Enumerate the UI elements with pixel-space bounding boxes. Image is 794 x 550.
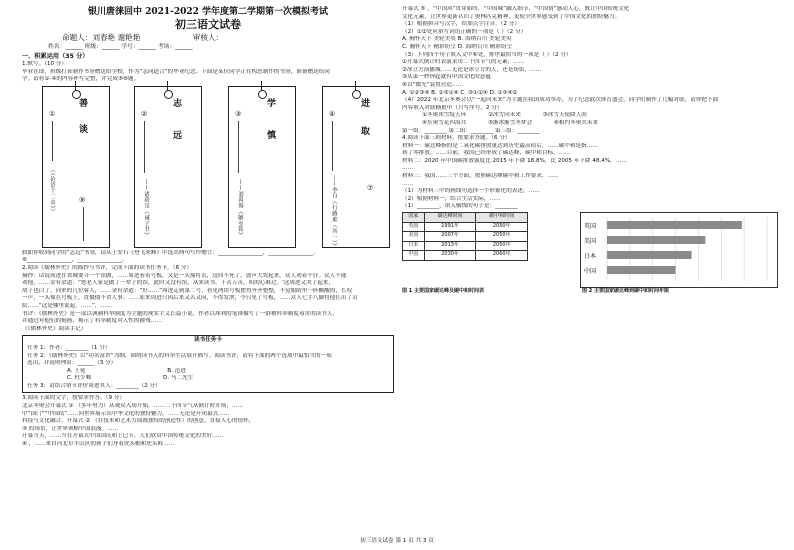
material-line: 材料二：2020 年中国碳排放强度比 2015 年下降 18.8%，比 2005 年下降 48.4%，…… xyxy=(402,157,627,164)
q3-3-line: ①开幕式倒计时表演采用二十四节气的元素，…… xyxy=(402,59,525,66)
section-heading: 一、积累运用（35 分） xyxy=(22,53,89,60)
option: B. 范进 xyxy=(167,367,186,374)
table-cell: 中国 xyxy=(403,251,425,261)
bookmark-char: 善 xyxy=(79,98,89,109)
q4-task: （1）为材料三中的画线句选择一个形象化的表述，…… xyxy=(402,188,540,195)
couplet-item: ①冬奥冰雪绽五环 xyxy=(422,112,467,119)
excerpt-line: 院……“这是哪里说起，……”，…… xyxy=(22,302,112,309)
bookmark-char: 谈 xyxy=(79,124,89,135)
table-row xyxy=(403,251,528,261)
page-footer: 初三语文试卷 第 1 页 共 3 页 xyxy=(360,538,434,544)
q3-4-line: （4）2022 年北京冬奥会以“一起向未来”为主题在我国成功举办，为了纪念此次体育盛会，同学们制作了几幅对联，请你把下面 xyxy=(402,97,719,104)
blank-number: ④ xyxy=(329,109,336,118)
review-line: （《儒林外史》阅读手记） xyxy=(22,325,87,332)
bookmark-char: 进 xyxy=(361,98,371,109)
option-line: C. 胸怀天下 精彩纷呈 D. 海纳百川 精彩纷呈 xyxy=(402,43,513,50)
q3-line: 开幕当天，……当在开幕式中国国庆和上巳节，人们欣赏中国传统文化的美好…… xyxy=(22,433,224,440)
table-header: 碳中和时间 xyxy=(476,213,528,223)
q3-cont-line: 文化元素，让世界更新认识了奥林匹克精神，更使全世界感受到了中国文化的独特魅力。 xyxy=(402,13,621,20)
blank-number: ③ xyxy=(235,109,242,118)
table-cell: 2007年 xyxy=(424,232,476,242)
bookmark-dash: —— xyxy=(331,174,337,187)
couplet-item: ⑤渐冰渐雪冬梦会 xyxy=(487,119,533,126)
task-2: 选出，并说明理由：______（3 分） xyxy=(27,360,117,367)
category-label: 美国 xyxy=(584,238,597,246)
q3-3-line: A. ①②③④ B. ②③①④ C. ③①②④ D. ①③④② xyxy=(402,89,518,96)
bookmark-char: 慎 xyxy=(267,130,277,141)
bookmark-char: 远 xyxy=(173,130,183,141)
bookmark-char: 学 xyxy=(267,98,277,109)
answer-line xyxy=(144,121,145,173)
answer-line xyxy=(52,121,53,161)
material-line: 材料三：我国……三个方面，按照碳达峰碳中和工作要求，…… xyxy=(402,173,559,180)
material-line: 材料一：碳达峰指的是二氧化碳排放量达到历史最高值后，……碳中和是指…… xyxy=(402,142,598,149)
bookmark-hole xyxy=(72,90,81,99)
couplet-item: ④东奥雪花四海共 xyxy=(422,119,467,126)
table-row xyxy=(403,232,528,242)
paper-title: 初三语文试卷 xyxy=(175,18,241,31)
table-cell: 2050年 xyxy=(476,222,528,232)
bar xyxy=(607,221,742,229)
bookmark-source: 刘禹锡《陋室铭》 xyxy=(237,190,243,238)
couplet-row xyxy=(402,120,780,128)
couplet-item: ②冰雪向未来 xyxy=(487,112,521,119)
excerpt-line: 胡子也白了，同来的几位客人，……金有余道：“好……”周进走到第二号，看见两块号板摆得齐齐整整，不觉眼睛里一阵酸酸的，长叹 xyxy=(22,287,353,294)
option-line: A. 胸怀天下 美轮美奂 B. 海纳百川 美轮美奂 xyxy=(402,36,512,43)
carbon-timeline-table xyxy=(402,212,528,261)
authors: 命题人：刘春艳 谢艳艳 xyxy=(62,33,141,42)
task-1: 任务 1：作者：________（1 分） xyxy=(27,344,111,351)
bookmark-source: （《论语十二章》） xyxy=(49,166,55,215)
q4-task-answer: （1）________，填入横线的句子是：________ xyxy=(402,203,518,210)
material-line: …… xyxy=(402,165,414,172)
q1-after-line: ⑥________________，________________。 xyxy=(22,257,128,264)
task-3: 任务 3：请结合情节评价周进其人：________（2 分） xyxy=(27,382,161,389)
answer-line xyxy=(332,121,333,171)
bookmark-hole xyxy=(164,90,173,99)
material-line: …… xyxy=(402,180,414,187)
left-column xyxy=(22,6,394,449)
table-cell: 2050年 xyxy=(476,241,528,251)
table-cell: 1991年 xyxy=(424,222,476,232)
task-2: 任务 2：《儒林外史》以“功名富贵”为纲，围绕读书人的科举生活展开描写。阅读书评，请将下面的两个选项中最恰当的一项 xyxy=(27,352,332,359)
q1-line: 学。请将①-④的内容补写完整，并完成⑤⑥题。 xyxy=(22,76,140,83)
byline xyxy=(22,32,394,43)
bookmark-char: 取 xyxy=(361,126,371,137)
q3-cont-line: 开幕式 ⑤ ，“中国风”贯穿始终，“中国味”融入细节，“中国情”感动人心，既让中国传统文化 xyxy=(402,6,630,12)
q3-sub: （1）根据拼音写汉字，给加点字注音。（2 分） xyxy=(402,21,520,28)
couplet-item: ⑥相约冬奥共未来 xyxy=(553,119,599,126)
couplet-item: ③冰雪天使降人间 xyxy=(542,112,587,119)
school-title: 银川唐徕回中 2021-2022 学年度第二学期第一次模拟考试 xyxy=(87,7,329,17)
q3-3-line: （3）下列四个句子填入文中⑥处，排序最恰当的一项是（ ）（2 分） xyxy=(402,51,572,58)
category-label: 日本 xyxy=(584,253,597,261)
figure-1-caption: 图 1 主要国家碳达峰及碳中和时间表 xyxy=(402,288,484,295)
q3-4-line: 内容填入对联横批中（只写序号，2 分） xyxy=(402,104,503,111)
q1-line: 毕业在即，班级打算制作书签赠送给学校，作为“志同道合”的毕业纪念。下面是某位同学正在构思制作的书签，准备赠送给同 xyxy=(22,68,330,75)
table-cell: 英国 xyxy=(403,222,425,232)
q3-3-line: ②冰立方演播城……无论是冰立方的人，还是场馆，…… xyxy=(402,66,542,73)
q3-line: 北京冬奥会开幕式 ① （多年努力）从观众入场开始，……二十四节气从倒计时开场，…… xyxy=(22,403,244,410)
bookmarks-area xyxy=(22,86,394,248)
review-line: 书评：《儒林外史》是一部以讽刺科举制度为主题的现实主义长篇小说。作者以犀利的笔锋描写了一群被科举制度毒害的读书人， xyxy=(22,310,339,317)
option: A. 王冕 xyxy=(67,367,86,374)
options-row xyxy=(27,368,389,376)
options-row xyxy=(27,375,389,383)
reviewer: 审核人： xyxy=(192,33,224,42)
table-cell: 2050年 xyxy=(476,232,528,242)
q1-after-line: 假如你收到同学的“志远”书签，请从王安石《登飞来峰》中选出两句写作赠言：________________，________________。 xyxy=(22,249,319,256)
table-header: 碳达峰时间 xyxy=(424,213,476,223)
figure-2-caption: 图 2 主要国家碳达峰到碳中和时间年限 xyxy=(582,288,669,295)
table-header: 国家 xyxy=(403,213,425,223)
student-info: 姓名：______ 班级：______ 学号：______ 考场：______ xyxy=(48,44,193,50)
bookmark xyxy=(42,86,110,248)
q3-3-line: ③从第一秒钟起就有中国文化的意蕴 xyxy=(402,74,491,81)
table-cell: 2013年 xyxy=(424,241,476,251)
blank-number: ② xyxy=(141,109,148,118)
bar xyxy=(607,236,705,244)
table-cell: 日本 xyxy=(403,241,425,251)
blank-number: ⑦ xyxy=(367,183,374,192)
category-label: 中国 xyxy=(584,268,597,276)
q2-intro: 2.阅读《儒林外史》的描抄与书评，完成下面的读书任务卡。（6 分） xyxy=(22,264,193,271)
bookmark-hole xyxy=(352,90,361,99)
q3-line: ④ ，……来自河北阜平山区的孩子们身着虎头帽和虎头鞋…… xyxy=(22,441,175,448)
review-line: 并通过对他们的刻画，揭示了科举制度对人性的摧残…… xyxy=(22,318,162,325)
couplet-row xyxy=(402,112,780,120)
bookmark-source: 李白《行路难（其一）》 xyxy=(331,186,337,249)
bookmark-dash: —— xyxy=(143,178,149,191)
table-cell: 美国 xyxy=(403,232,425,242)
q4-task: （2）根据材料一，结合生活实际，…… xyxy=(402,195,501,202)
carbon-gap-bar-chart xyxy=(580,212,778,288)
material-line: 到了零排放。……目前，我国已经形成了碳达峰、碳中和目标，…… xyxy=(402,150,570,157)
q3-line: 科技与文化融合，开幕式 ② （在技术和艺术方面都独特的创造性）的创意，直接人心的情怀， xyxy=(22,418,255,425)
q3-line: ③ 的场景，让世界领略中国浪漫。…… xyxy=(22,425,119,432)
q3-intro: 3.阅读下面的文字，按要求作答。（9 分） xyxy=(22,395,125,402)
option: D. 马二先生 xyxy=(163,375,194,382)
bookmark-source: 诸葛亮《诫子书》 xyxy=(143,190,149,238)
bar xyxy=(607,266,676,274)
q1-line: 1.默写。（10 分） xyxy=(22,61,67,67)
bookmark xyxy=(228,86,296,248)
q3-sub: （2）①②处应填写词语正确的一项是（ ）（2 分） xyxy=(402,28,527,35)
bookmark xyxy=(322,86,390,248)
category-label: 英国 xyxy=(584,223,597,231)
bookmark xyxy=(134,86,202,248)
right-column xyxy=(402,6,780,300)
couplet-answer: 第一组：________ 第二组：________ 第三组：________ xyxy=(402,127,540,134)
bookmark-hole xyxy=(258,90,267,99)
table-row xyxy=(403,222,528,232)
bar xyxy=(607,251,692,259)
q4-intro: 4.阅读下面三则材料，按要求答题。（6 分） xyxy=(402,135,511,142)
answer-line xyxy=(83,207,84,241)
q3-3-line: ④以“微光”装置营造…… xyxy=(402,81,464,88)
table-cell: 2030年 xyxy=(424,251,476,261)
excerpt-line: 劝他，……金有余道：“您老人家是做了一辈子的馆，此时又没有馆，从来读书，千苦万苦，积的心难过。'这周进又哭了起来， xyxy=(22,280,335,287)
figures xyxy=(402,212,780,300)
table-row xyxy=(403,241,528,251)
table-header-row xyxy=(403,213,528,223)
answer-line xyxy=(238,121,239,173)
bookmark-char: 志 xyxy=(173,98,183,109)
blank-number: ⑨ xyxy=(79,195,86,204)
option: C. 杜少卿 xyxy=(67,375,92,382)
q3-line: 中“国门”“中国结”……向世界展示出中华文化的独特魅力。……无论是开闭幕式…… xyxy=(22,410,230,417)
excerpt-line: 摘抄：话说周进在省城要寻一个馆做，……周进看着号板，又是一头撞将去，这回不死了，放声大哭起来。众人劝着不住。众人不能 xyxy=(22,272,347,279)
excerpt-line: 一声，一头撞在号板上，直僵僵不省人事。……原来周进只因后来又苦又闷，不得发泄，今日见了号板，……众人七手八脚将他扛出了贡 xyxy=(22,295,358,302)
bookmark-dash: —— xyxy=(237,178,243,191)
table-cell: 2060年 xyxy=(476,251,528,261)
card-title: 读书任务卡 xyxy=(194,337,222,344)
blank-number: ① xyxy=(49,109,56,118)
reading-task-card xyxy=(22,335,394,393)
